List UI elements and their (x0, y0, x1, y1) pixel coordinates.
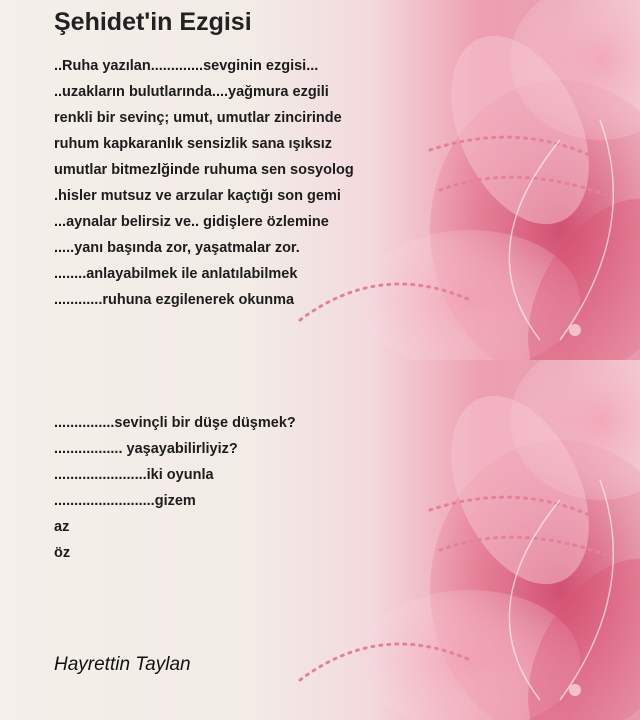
poem-line: az (54, 519, 70, 535)
bottom-panel (0, 360, 640, 720)
poem-line: .hisler mutsuz ve arzular kaçtığı son gemi (54, 188, 341, 204)
stanza-1 (54, 53, 354, 313)
poem-line: .........................gizem (54, 493, 196, 509)
poem-line: ...............sevinçli bir düşe düşmek? (54, 415, 296, 431)
poem-line: .......................iki oyunla (54, 467, 214, 483)
poem-line: öz (54, 545, 71, 561)
poem-line: ................. yaşayabilirliyiz? (54, 441, 238, 457)
poem-line: renkli bir sevinç; umut, umutlar zincirinde (54, 110, 342, 126)
poem-line: umutlar bitmezlğinde ruhuma sen sosyolog (54, 162, 354, 178)
stanza-2 (54, 410, 296, 566)
poem-line: ..uzakların bulutlarında....yağmura ezgili (54, 84, 329, 100)
poem-line: ruhum kapkaranlık sensizlik sana ışıksız (54, 136, 333, 152)
poem-line: ..Ruha yazılan.............sevginin ezgisi... (54, 58, 319, 74)
poem-line: ...aynalar belirsiz ve.. gidişlere özlemine (54, 214, 329, 230)
poem-line: ........anlayabilmek ile anlatılabilmek (54, 266, 298, 282)
poem-line: .....yanı başında zor, yaşatmalar zor. (54, 240, 300, 256)
poem-author: Hayrettin Taylan (54, 654, 191, 675)
poem-title: Şehidet'in Ezgisi (54, 8, 252, 36)
poem-line: ............ruhuna ezgilenerek okunma (54, 292, 295, 308)
